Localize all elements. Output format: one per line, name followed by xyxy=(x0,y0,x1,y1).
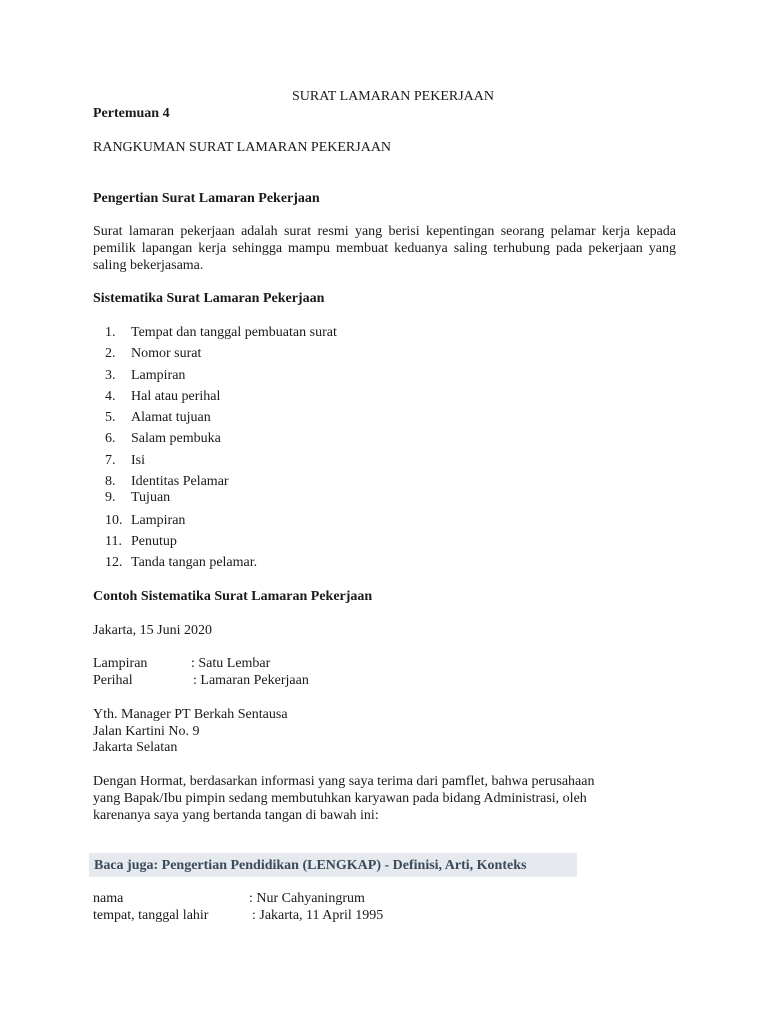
list-item: 10. Lampiran xyxy=(105,513,186,528)
opening-line-1: Dengan Hormat, berdasarkan informasi yang saya terima dari pamflet, bahwa perusahaan xyxy=(93,774,595,789)
ttl-label: tempat, tanggal lahir xyxy=(93,908,209,923)
address-line-2: Jalan Kartini No. 9 xyxy=(93,724,200,739)
lampiran-value: : Satu Lembar xyxy=(191,656,271,671)
opening-line-2: yang Bapak/Ibu pimpin sedang membutuhkan karyawan pada bidang Administrasi, oleh xyxy=(93,791,587,806)
nama-label: nama xyxy=(93,891,124,906)
summary-heading: RANGKUMAN SURAT LAMARAN PEKERJAAN xyxy=(93,140,392,155)
list-item: 6. Salam pembuka xyxy=(105,431,221,446)
opening-line-3: karenanya saya yang bertanda tangan di bawah ini: xyxy=(93,808,379,823)
address-line-1: Yth. Manager PT Berkah Sentausa xyxy=(93,707,288,722)
list-item: 7. Isi xyxy=(105,453,145,468)
perihal-label: Perihal xyxy=(93,673,133,688)
meeting-label: Pertemuan 4 xyxy=(93,106,170,121)
list-item: 4. Hal atau perihal xyxy=(105,389,221,404)
ttl-value: : Jakarta, 11 April 1995 xyxy=(252,908,384,923)
definition-heading: Pengertian Surat Lamaran Pekerjaan xyxy=(93,191,320,206)
list-item: 2. Nomor surat xyxy=(105,346,202,361)
address-line-3: Jakarta Selatan xyxy=(93,740,178,755)
perihal-value: : Lamaran Pekerjaan xyxy=(193,673,309,688)
definition-paragraph: Surat lamaran pekerjaan adalah surat resmi yang berisi kepentingan seorang pelamar kerja kepada pemilik lapangan kerja sehingga mampu membuat keduanya saling terhubung pada pekerjaan yang saling bekerjasama. xyxy=(93,224,676,273)
nama-value: : Nur Cahyaningrum xyxy=(249,891,365,906)
list-item: 8. Identitas Pelamar xyxy=(105,474,229,489)
baca-juga-link[interactable]: Baca juga: Pengertian Pendidikan (LENGKAP) - Definisi, Arti, Konteks xyxy=(94,858,527,873)
list-item: 1. Tempat dan tanggal pembuatan surat xyxy=(105,325,337,340)
list-item: 5. Alamat tujuan xyxy=(105,410,211,425)
example-heading: Contoh Sistematika Surat Lamaran Pekerjaan xyxy=(93,589,373,604)
list-item: 9. Tujuan xyxy=(105,490,171,505)
systematics-heading: Sistematika Surat Lamaran Pekerjaan xyxy=(93,291,325,306)
list-item: 3. Lampiran xyxy=(105,368,186,383)
list-item: 12. Tanda tangan pelamar. xyxy=(105,555,258,570)
letter-date: Jakarta, 15 Juni 2020 xyxy=(93,623,212,638)
lampiran-label: Lampiran xyxy=(93,656,148,671)
document-title: SURAT LAMARAN PEKERJAAN xyxy=(292,89,494,104)
list-item: 11. Penutup xyxy=(105,534,177,549)
